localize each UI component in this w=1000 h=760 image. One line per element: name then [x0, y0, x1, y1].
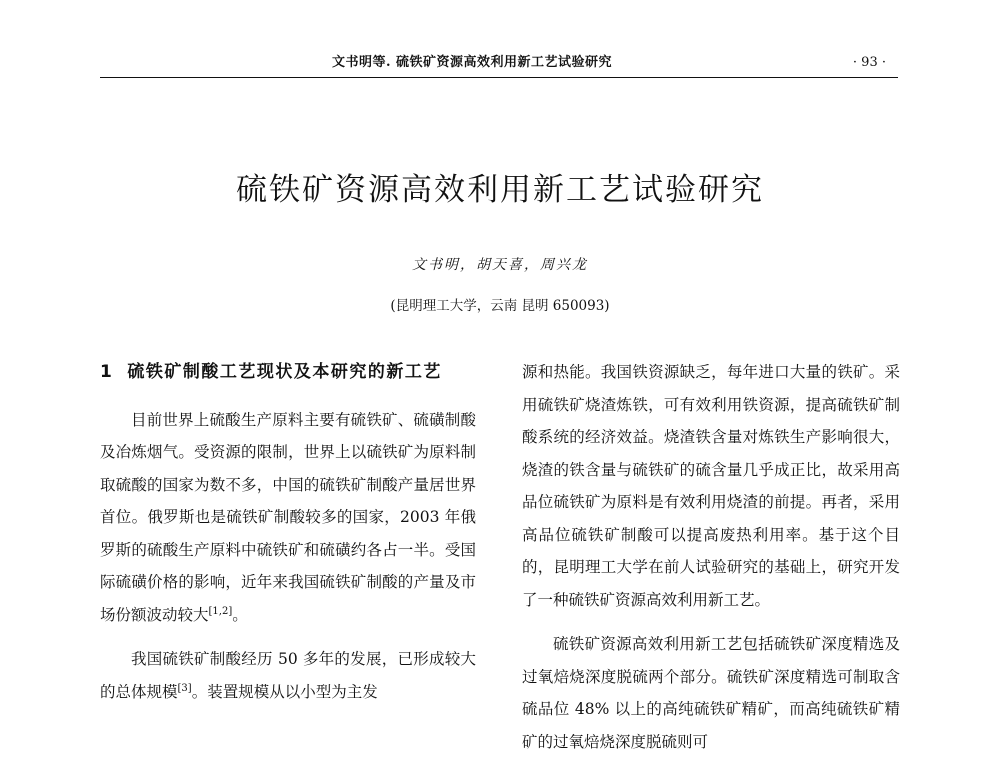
paragraph-text-cont: 。装置规模从以小型为主发: [191, 682, 378, 701]
right-column: [522, 356, 900, 760]
left-column: [100, 356, 476, 720]
article-title: 硫铁矿资源高效利用新工艺试验研究: [236, 172, 764, 208]
running-header: [100, 52, 898, 74]
header-rule: [100, 77, 898, 78]
page-number: · 93 ·: [852, 55, 886, 70]
running-title: 文书明等. 硫铁矿资源高效利用新工艺试验研究: [332, 55, 613, 70]
paragraph: [522, 356, 900, 616]
citation-ref: [3]: [177, 682, 192, 694]
section-heading: [100, 356, 476, 389]
article-authors: 文书明，胡天喜，周兴龙: [412, 257, 588, 273]
paragraph-text: 目前世界上硫酸生产原料主要有硫铁矿、硫磺制酸及冶炼烟气。受资源的限制，世界上以硫铁矿为原料制取硫酸的国家为数不多，中国的硫铁矿制酸产量居世界首位。俄罗斯也是硫铁矿制酸较多的国家，2003 年俄罗斯的硫酸生产原料中硫铁矿和硫磺约各占一半。受国际硫磺价格的影响，近年来我国硫铁矿制酸的产量及市场份额波动较大: [100, 410, 476, 624]
paragraph: [522, 628, 900, 758]
paragraph-end: 。: [232, 605, 248, 624]
paragraph-text: 源和热能。我国铁资源缺乏，每年进口大量的铁矿。采用硫铁矿烧渣炼铁，可有效利用铁资源，提高硫铁矿制酸系统的经济效益。烧渣铁含量对炼铁生产影响很大，烧渣的铁含量与硫铁矿的硫含量几乎成正比，故采用高品位硫铁矿为原料是有效利用烧渣的前提。再者，采用高品位硫铁矿制酸可以提高废热利用率。基于这个目的，昆明理工大学在前人试验研究的基础上，研究开发了一种硫铁矿资源高效利用新工艺。: [522, 363, 900, 609]
paragraph-text: 我国硫铁矿制酸经历 50 多年的发展，已形成较大的总体规模: [100, 650, 476, 701]
article-affiliation: (昆明理工大学，云南 昆明 650093): [390, 298, 610, 314]
citation-ref: [1,2]: [208, 605, 233, 617]
paragraph: [100, 404, 476, 632]
section-number: 1: [100, 362, 114, 382]
paragraph-text: 硫铁矿资源高效利用新工艺包括硫铁矿深度精选及过氧焙烧深度脱硫两个部分。硫铁矿深度精选可制取含硫品位 48% 以上的高纯硫铁矿精矿，而高纯硫铁矿精矿的过氧焙烧深度脱硫则可: [522, 635, 900, 751]
section-title: 硫铁矿制酸工艺现状及本研究的新工艺: [127, 362, 442, 382]
paragraph: [100, 643, 476, 708]
